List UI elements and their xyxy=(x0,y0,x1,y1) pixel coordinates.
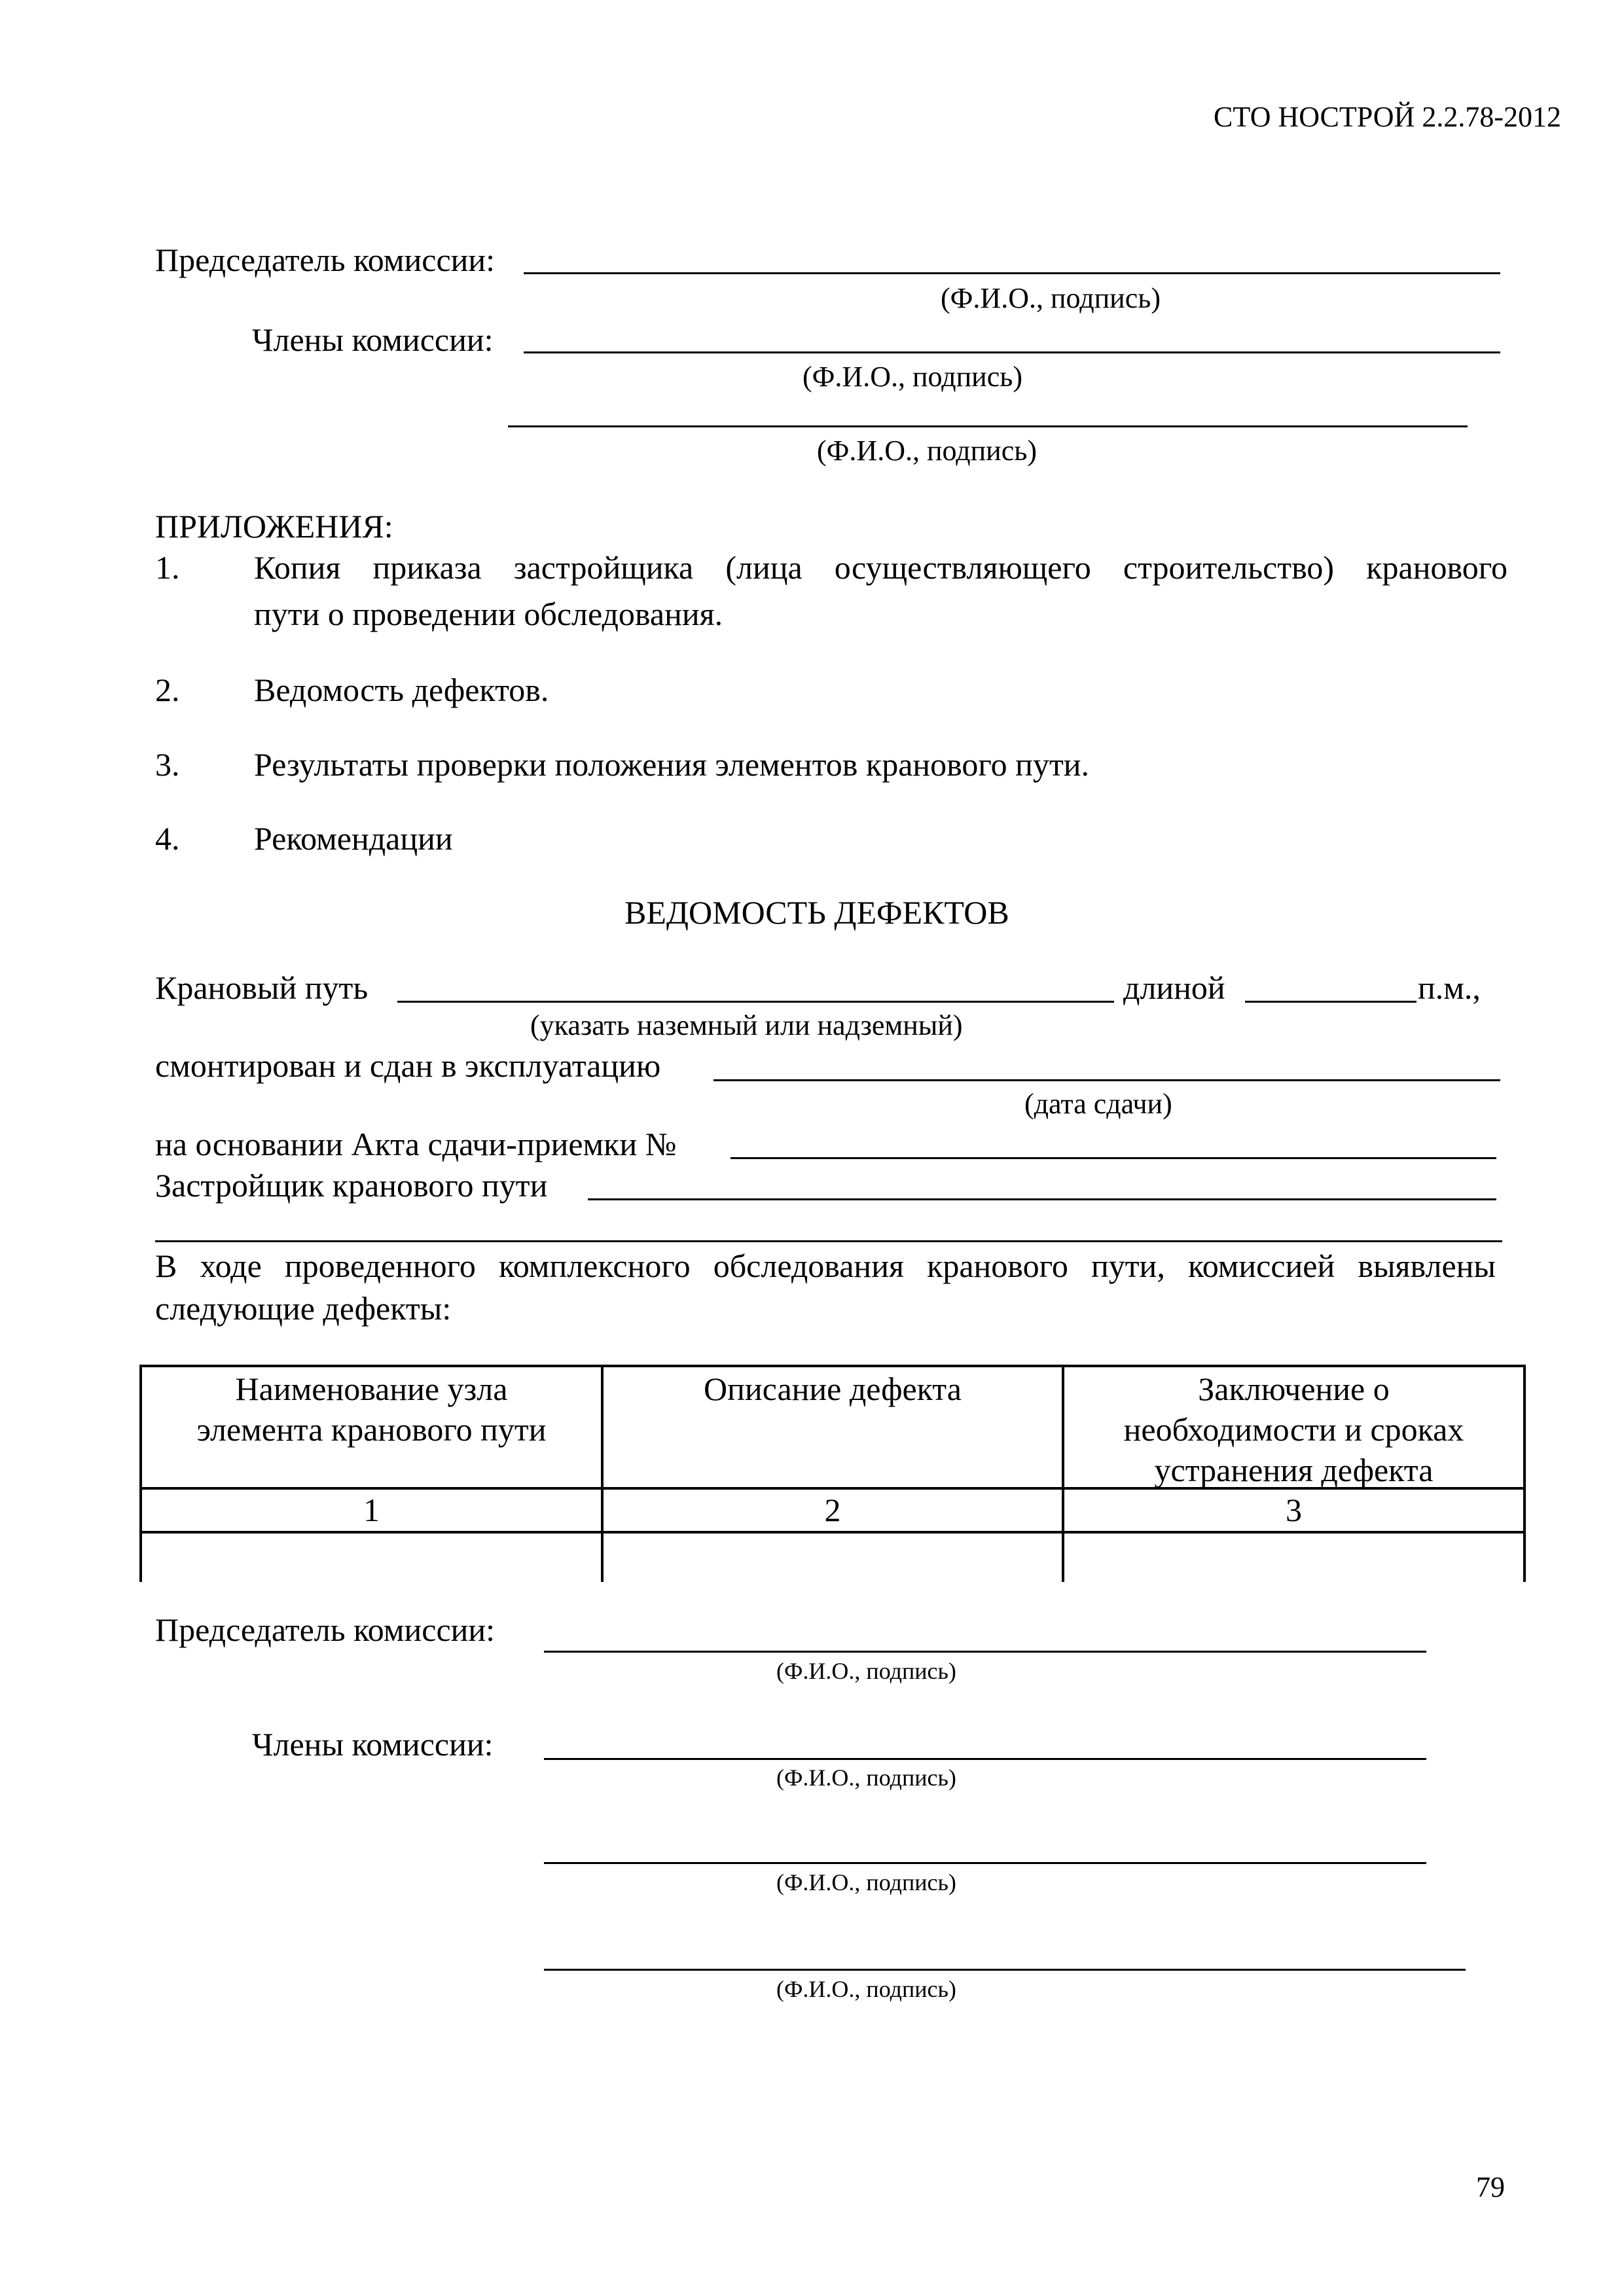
crane-track-label: Крановый путь xyxy=(155,969,369,1006)
column-1-header-line2: элемента кранового пути xyxy=(196,1411,547,1448)
appendix-1-number: 1. xyxy=(155,549,180,586)
handover-date-line[interactable] xyxy=(713,1079,1500,1081)
bottom-chairman-signature-line[interactable] xyxy=(544,1651,1426,1653)
column-3-header-line3: устранения дефекта xyxy=(1154,1452,1434,1488)
column-3-header-line1: Заключение о xyxy=(1198,1371,1390,1407)
developer-line-2[interactable] xyxy=(155,1240,1502,1242)
member-1-signature-line[interactable] xyxy=(524,351,1500,353)
chairman-signature-line[interactable] xyxy=(524,272,1500,274)
page-number: 79 xyxy=(1476,2171,1505,2203)
defects-intro-line1: В ходе проведенного комплексного обследования кранового пути, комиссией выявлены xyxy=(155,1247,1496,1284)
defects-intro-line2: следующие дефекты: xyxy=(155,1290,452,1327)
table-empty-cell-2[interactable] xyxy=(604,1534,1062,1582)
column-3-header-line2: необходимости и сроках xyxy=(1123,1411,1464,1448)
column-3-header xyxy=(1064,1369,1523,1490)
chairman-sign-hint: (Ф.И.О., подпись) xyxy=(941,282,1161,314)
table-top-border xyxy=(139,1365,1526,1367)
member-1-sign-hint: (Ф.И.О., подпись) xyxy=(803,361,1022,393)
developer-label: Застройщик кранового пути xyxy=(155,1167,548,1204)
defects-table xyxy=(139,1365,1526,1582)
document-code: СТО НОСТРОЙ 2.2.78-2012 xyxy=(1214,101,1561,133)
appendix-2-text: Ведомость дефектов. xyxy=(254,672,549,708)
handover-date-hint: (дата сдачи) xyxy=(1024,1088,1172,1120)
appendix-3-number: 3. xyxy=(155,746,180,783)
act-number-line[interactable] xyxy=(731,1157,1496,1159)
bottom-member-1-sign-hint: (Ф.И.О., подпись) xyxy=(776,1765,956,1791)
appendix-2-number: 2. xyxy=(155,672,180,708)
appendix-3-text: Результаты проверки положения элементов кранового пути. xyxy=(254,746,1090,783)
members-label: Члены комиссии: xyxy=(252,321,494,358)
member-2-signature-line[interactable] xyxy=(508,425,1468,427)
act-label: на основании Акта сдачи-приемки № xyxy=(155,1126,677,1162)
track-type-hint: (указать наземный или надземный) xyxy=(530,1009,963,1041)
member-2-sign-hint: (Ф.И.О., подпись) xyxy=(817,435,1037,467)
appendix-4-number: 4. xyxy=(155,820,180,857)
column-3-number: 3 xyxy=(1286,1492,1302,1528)
bottom-member-1-signature-line[interactable] xyxy=(544,1758,1426,1760)
mounted-label: смонтирован и сдан в эксплуатацию xyxy=(155,1047,661,1084)
crane-track-type-line[interactable] xyxy=(397,1001,1114,1003)
developer-line-1[interactable] xyxy=(588,1198,1496,1200)
column-2-header-line1: Описание дефекта xyxy=(704,1371,962,1407)
length-label: длиной xyxy=(1123,969,1225,1006)
bottom-member-3-signature-line[interactable] xyxy=(544,1969,1466,1971)
bottom-chairman-sign-hint: (Ф.И.О., подпись) xyxy=(776,1658,956,1684)
bottom-member-2-signature-line[interactable] xyxy=(544,1862,1426,1864)
chairman-label: Председатель комиссии: xyxy=(155,242,496,278)
bottom-members-label: Члены комиссии: xyxy=(252,1726,494,1763)
appendices-title: ПРИЛОЖЕНИЯ: xyxy=(155,508,393,545)
table-empty-cell-3[interactable] xyxy=(1064,1534,1523,1582)
column-2-header xyxy=(604,1369,1062,1409)
appendix-1-text-line1: Копия приказа застройщика (лица осуществляющего строительство) кранового xyxy=(254,549,1507,586)
appendix-4-text: Рекомендации xyxy=(254,820,453,857)
column-1-header-line1: Наименование узла xyxy=(235,1371,508,1407)
column-2-number: 2 xyxy=(824,1492,841,1528)
length-line[interactable] xyxy=(1245,1001,1416,1003)
appendix-1-text-line2: пути о проведении обследования. xyxy=(254,596,723,632)
length-unit: п.м., xyxy=(1418,969,1481,1006)
bottom-member-2-sign-hint: (Ф.И.О., подпись) xyxy=(776,1869,956,1895)
column-1-number: 1 xyxy=(363,1492,380,1528)
table-right-border xyxy=(1523,1365,1526,1582)
defects-sheet-title: ВЕДОМОСТЬ ДЕФЕКТОВ xyxy=(624,894,1009,931)
bottom-member-3-sign-hint: (Ф.И.О., подпись) xyxy=(776,1976,956,2002)
column-1-header xyxy=(142,1369,601,1450)
table-empty-cell-1[interactable] xyxy=(142,1534,601,1582)
bottom-chairman-label: Председатель комиссии: xyxy=(155,1611,496,1648)
